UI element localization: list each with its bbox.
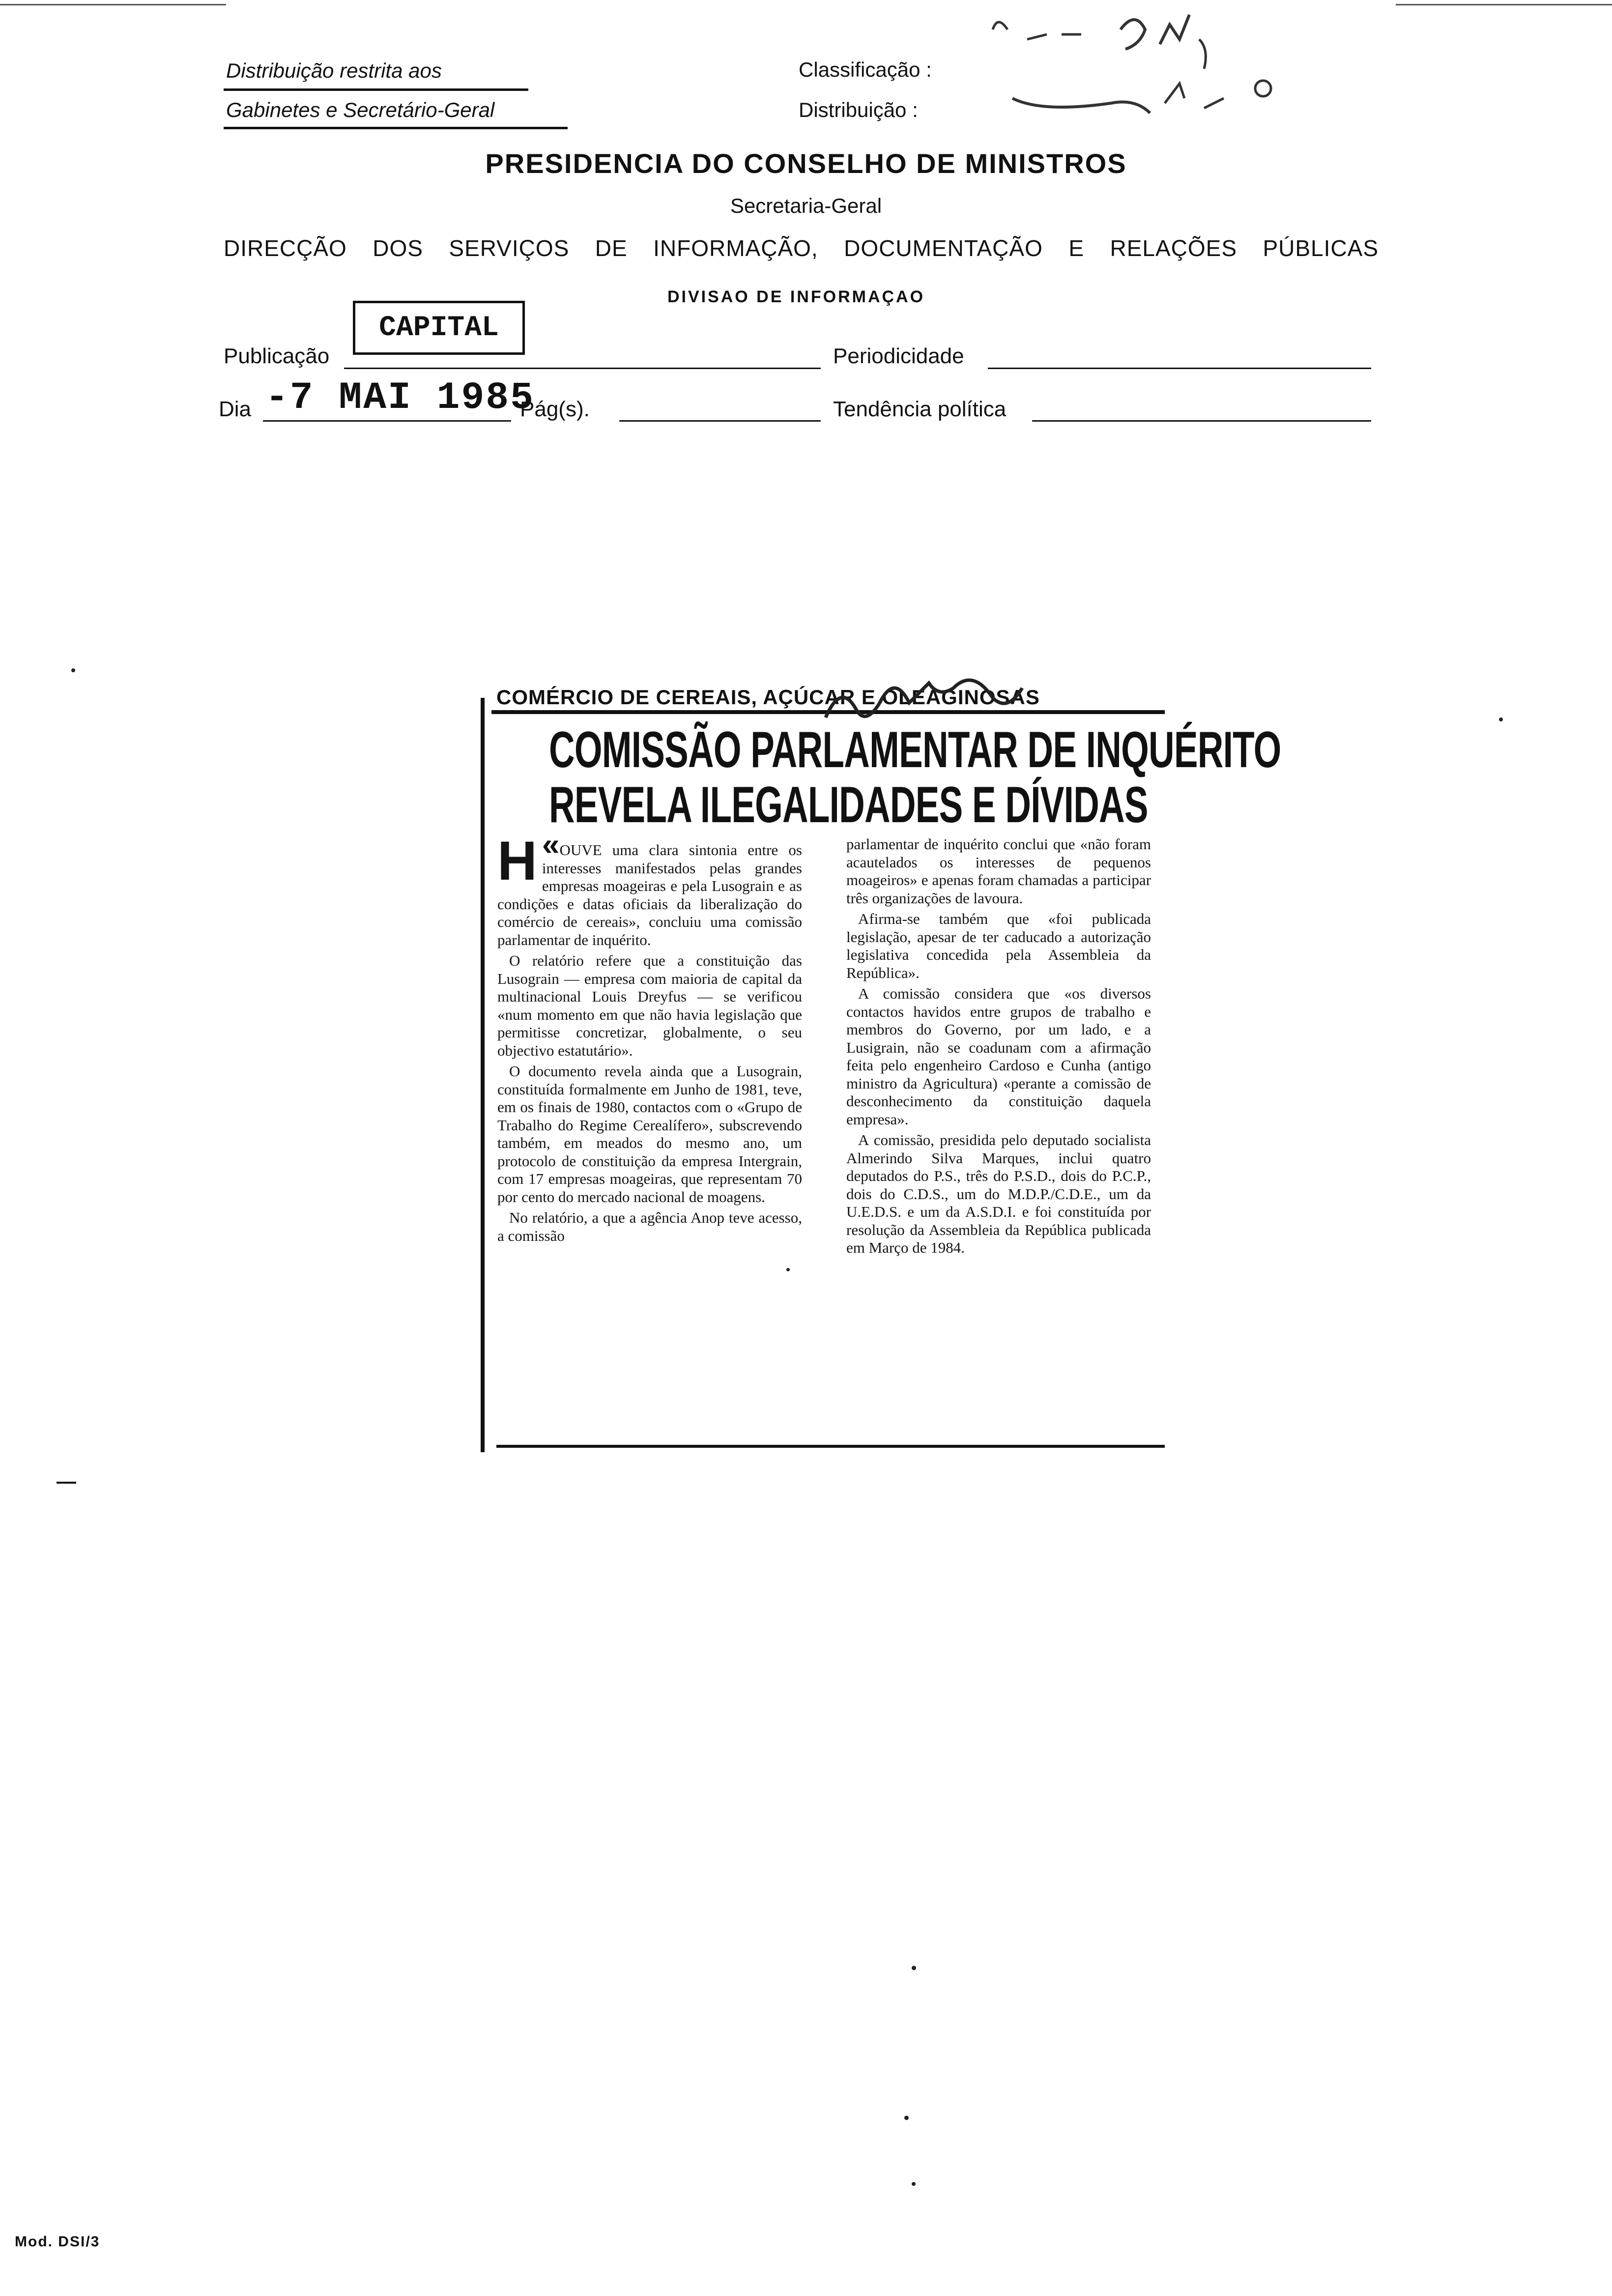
scan-speck [912,1966,916,1970]
scan-speck [71,668,75,672]
left-paragraph-2: O relatório refere que a constituição das Lusograin — empresa com maioria de capital da multinacional Louis Dreyfus — se verificou «num momento em que não havia legislação que permitisse concretizar, globalmente, o seu objectivo estatutário». [497,952,802,1059]
drop-cap: H [497,830,537,891]
political-tendency-field-line [1032,420,1371,422]
right-paragraph-2: Afirma-se também que «foi publicada legislação, apesar de ter caducado a autorização legislativa concedida pela Assembleia da República». [846,910,1151,981]
article-kicker: COMÉRCIO DE CEREAIS, AÇÚCAR E OLEAGINOSAS [496,686,1040,709]
article-headline-line2: REVELA ILEGALIDADES E DÍVIDAS [549,776,1148,833]
publication-label: Publicação [224,344,330,368]
pages-label: Pág(s). [520,397,590,421]
left-paragraph-4: No relatório, a que a agência Anop teve acesso, a comissão [497,1209,802,1244]
publication-stamp: CAPITAL [353,301,525,355]
right-paragraph-3: A comissão considera que «os diversos contactos havidos entre grupos de trabalho e membros do Governo, por um lado, e a Lusigrain, não se coadunam com a afirmação feita pelo engenheiro Cardoso e Cunha (antigo ministro da Agricultura) «perante a comissão de desconhecimento da constituição daquela empresa». [846,985,1151,1128]
left-paragraph-1: OUVE uma clara sintonia entre os interesses manifestados pelas grandes empresas moageiras e pela Lusograin e as condições e datas oficiais da liberalização do comércio de cereais», concluiu uma comissão parlamentar de inquérito. [497,841,802,948]
scan-top-edge [1396,4,1612,5]
article-right-column [846,835,1151,1430]
scan-speck [912,2182,916,2186]
periodicity-label: Periodicidade [833,344,964,368]
pages-field-line [619,420,821,422]
presidency-title: PRESIDENCIA DO CONSELHO DE MINISTROS [485,148,1127,179]
directorate-title: DIRECÇÃO DOS SERVIÇOS DE INFORMAÇÃO, DOCUMENTAÇÃO E RELAÇÕES PÚBLICAS [224,235,1379,261]
scan-speck [786,1268,790,1271]
periodicity-field-line [988,368,1371,369]
publication-field-line [344,368,821,369]
date-stamp: -7 MAI 1985 [265,376,535,420]
day-field-line [263,420,511,422]
political-tendency-label: Tendência política [833,397,1007,421]
distribution-restriction-line1: Distribuição restrita aos [226,59,442,82]
division-title: DIVISAO DE INFORMAÇAO [667,287,925,306]
scan-speck [904,2116,909,2120]
opening-quote-mark: « [542,827,560,862]
left-paragraph-3: O documento revela ainda que a Lusograin, constituída formalmente em Junho de 1981, teve, em os finais de 1980, contactos com o «Grupo de Trabalho do Regime Cerealífero», subscrevendo também, em meados do mesmo ano, um protocolo de constituição da empresa Intergrain, com 17 empresas moageiras, que representam 70 por cento do mercado nacional de moagens. [497,1062,802,1205]
handwritten-annotation [978,10,1293,128]
distribution-restriction-line2: Gabinetes e Secretário-Geral [226,98,495,121]
classification-label: Classificação : [799,58,932,81]
headline-handwritten-mark [816,668,1091,742]
right-paragraph-1: parlamentar de inquérito conclui que «não foram acautelados os interesses de pequenos moageiros» e apenas foram chamadas a participar três organizações de lavoura. [846,835,1151,907]
scan-mark [57,1482,76,1484]
scan-top-edge [0,4,226,5]
scan-speck [1499,718,1503,721]
distribution-underline-2 [224,127,568,129]
day-label: Dia [219,397,252,421]
secretariat-subtitle: Secretaria-Geral [730,194,882,217]
clipping-bottom-rule [496,1445,1165,1448]
distribution-label: Distribuição : [799,98,918,121]
article-left-column [497,827,802,1430]
right-paragraph-4: A comissão, presidida pelo deputado socialista Almerindo Silva Marques, inclui quatro deputados do P.S., três do P.S.D., dois do P.C.P., dois do C.D.S., um do M.D.P./C.D.E., um da U.E.D.S. e um da A.S.D.I. e foi constituída por resolução da Assembleia da República publicada em Março de 1984. [846,1131,1151,1256]
article-headline-line1: COMISSÃO PARLAMENTAR DE INQUÉRITO [549,721,1281,778]
clipping-left-border [481,698,485,1452]
model-code: Mod. DSI/3 [15,2234,100,2250]
distribution-underline-1 [224,88,528,91]
